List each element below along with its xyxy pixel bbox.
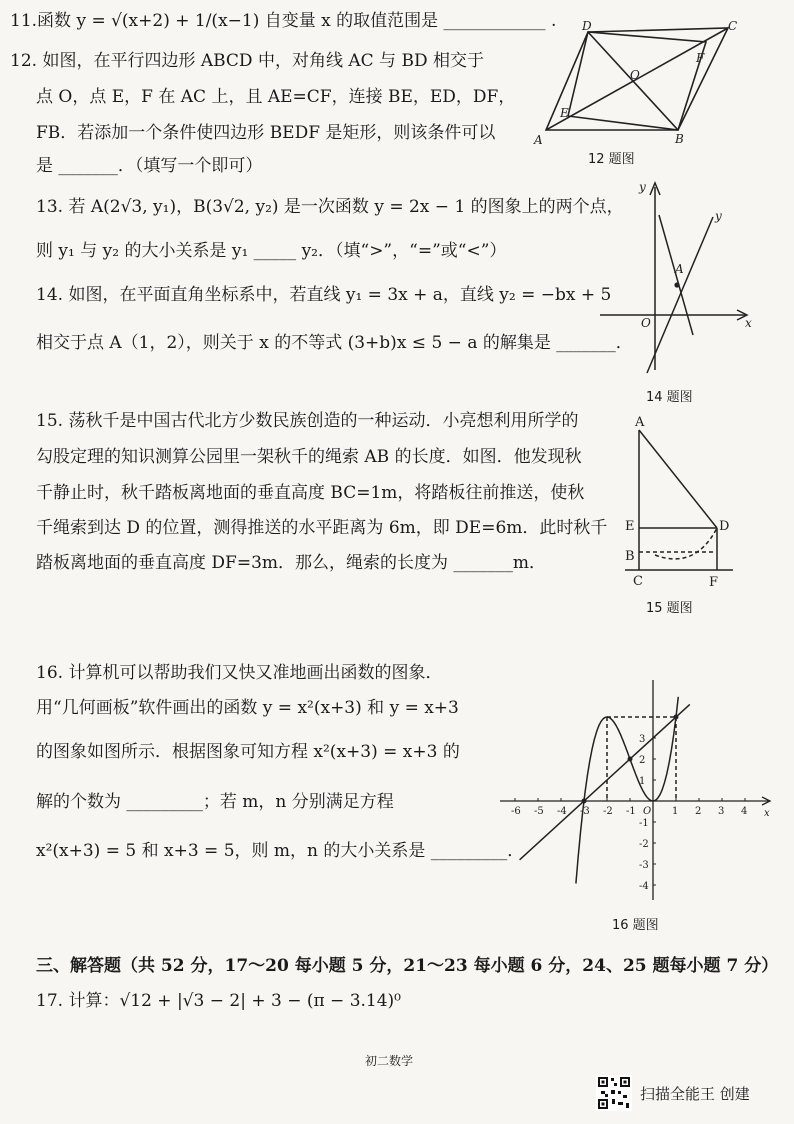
label-C: C [633,574,643,589]
q12-line-3: FB．若添加一个条件使四边形 BEDF 是矩形，则该条件可以 [36,123,496,143]
x-tick-label: -2 [603,806,613,817]
q15-caption: 15 题图 [646,601,693,616]
q16-line-5: x²(x+3) = 5 和 x+3 = 5，则 m，n 的大小关系是 _________． [36,841,525,861]
origin-label: O [643,806,652,817]
intersection-point [582,799,587,804]
x-tick-label: -5 [534,806,544,817]
label-A: A [534,133,543,146]
q14-coordinate-figure [595,175,760,380]
x-tick-label: -6 [511,806,521,817]
y-tick-label: 2 [639,755,646,766]
origin-label: O [641,316,651,330]
x-tick-label: 2 [695,806,702,817]
x-axis-label: x [764,808,770,819]
q11-text: 11.函数 y = √(x+2) + 1/(x−1) 自变量 x 的取值范围是 ____________ . [10,11,557,31]
q16-function-graph [498,640,778,910]
cubic-curve [576,697,678,884]
q15-line-1: 15. 荡秋千是中国古代北方少数民族创造的一种运动．小亮想利用所学的 [36,411,579,431]
intersection-point-A [674,282,679,287]
label-B: B [625,549,635,564]
label-B: B [675,132,684,146]
footer-watermark: 扫描全能王 创建 [640,1085,750,1103]
line-y1 [647,217,713,373]
q16-line-4: 解的个数为 _________；若 m，n 分别满足方程 [36,792,394,812]
q12-line-2: 点 O，点 E，F 在 AC 上，且 AE=CF，连接 BE，ED，DF， [36,87,516,107]
q12-line-1: 12. 如图，在平行四边形 ABCD 中，对角线 AC 与 BD 相交于 [10,51,484,71]
q12-line-4: 是 _______．（填写一个即可） [36,156,263,176]
label-E: E [625,519,635,534]
function-curves [520,697,690,884]
q16-line-1: 16. 计算机可以帮助我们又快又准地画出函数的图象． [36,663,443,683]
q15-line-5: 踏板离地面的垂直高度 DF=3m．那么，绳索的长度为 _______m． [36,553,547,573]
label-C: C [728,19,738,33]
q16-caption: 16 题图 [612,918,659,933]
y-tick-label: 3 [639,734,646,745]
q12-caption: 12 题图 [588,152,635,167]
q15-swing-figure [615,410,740,592]
label-D: D [719,519,730,534]
x-tick-label: -1 [626,806,636,817]
q17-text: 17. 计算：√12 + |√3 − 2| + 3 − (π − 3.14)⁰ [36,991,402,1011]
x-tick-label: 4 [741,806,748,817]
line-label-y: y [715,209,722,223]
label-D: D [582,19,592,33]
q16-line-3: 的图象如图所示．根据图象可知方程 x²(x+3) = x+3 的 [36,742,460,762]
label-F: F [696,51,705,65]
q15-line-4: 千绳索到达 D 的位置，测得推送的水平距离为 6m，即 DE=6m．此时秋千 [36,518,608,538]
y-tick-label: -3 [639,860,649,871]
section-3-title: 三、解答题（共 52 分，17～20 每小题 5 分，21～23 每小题 6 分，24、25 题每小题 7 分） [36,956,779,976]
label-A: A [635,415,645,430]
q15-line-3: 千静止时，秋千踏板离地面的垂直高度 BC=1m，将踏板往前推送，使秋 [36,483,585,503]
point-label-A: A [675,262,684,276]
swing-arc [655,528,717,559]
y-tick-label: -4 [639,881,649,892]
q15-line-2: 勾股定理的知识测算公园里一架秋千的绳索 AB 的长度．如图．他发现秋 [36,447,582,467]
q16-line-2: 用“几何画板”软件画出的函数 y = x²(x+3) 和 y = x+3 [36,698,459,718]
rope-ad [639,430,717,528]
q14-line-2: 相交于点 A（1，2），则关于 x 的不等式 (3+b)x ≤ 5 − a 的解集是 _______． [36,333,633,353]
axis-label-y: y [639,180,646,194]
axis-label-x: x [745,316,752,330]
x-tick-label: -3 [580,806,590,817]
y-tick-label: -2 [639,839,649,850]
y-tick-label: 1 [639,776,646,787]
y-tick-label: -1 [639,818,649,829]
x-tick-label: 1 [672,806,679,817]
label-O: O [630,68,640,82]
qr-code-icon [596,1075,632,1111]
x-tick-label: 3 [718,806,725,817]
q14-caption: 14 题图 [646,390,693,405]
footer-subject: 初二数学 [365,1054,414,1068]
q13-line-2: 则 y₁ 与 y₂ 的大小关系是 y₁ _____ y₂．（填“>”，“=”或“<”） [36,241,507,261]
label-F: F [709,575,719,590]
q12-parallelogram-figure [530,18,745,146]
label-E: E [560,106,569,120]
q13-line-1: 13. 若 A(2√3, y₁)，B(3√2, y₂) 是一次函数 y = 2x − 1 的图象上的两个点， [36,197,624,217]
q14-line-1: 14. 如图，在平面直角坐标系中，若直线 y₁ = 3x + a，直线 y₂ = −bx + 5 [36,285,612,305]
intersection-point [674,715,679,720]
intersection-point [628,757,633,762]
x-tick-label: -4 [557,806,567,817]
